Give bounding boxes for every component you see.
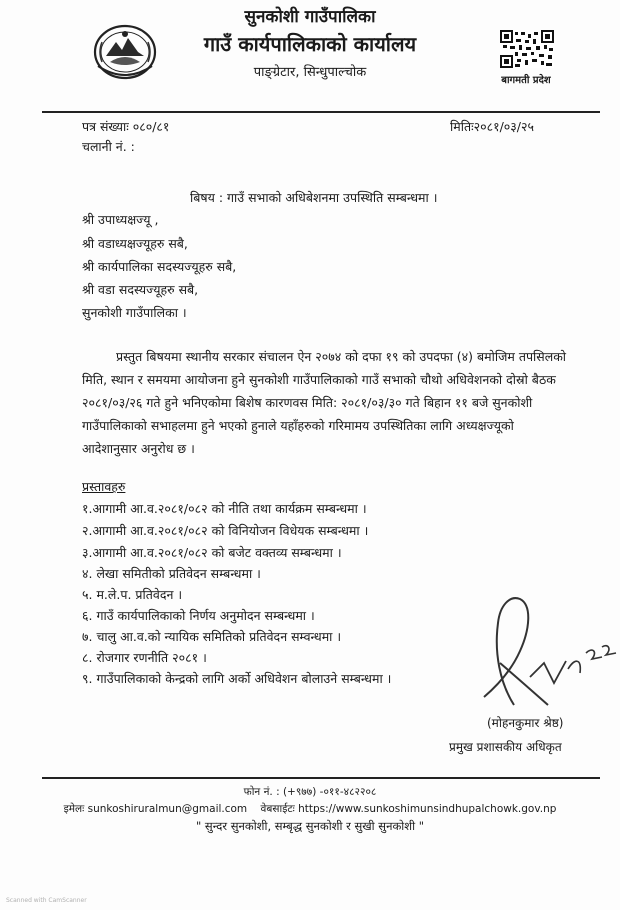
proposal-item: ६. गाउँ कार्यपालिकाको निर्णय अनुमोदन सम्बन्धमा ।	[82, 608, 315, 623]
body-line: गाउँपालिकाको सभाहलमा हुने भएको हुनाले यहाँहरुको गरिमामय उपस्थितिका लागि अध्यक्षज्यूको	[82, 418, 514, 433]
office-name: गाउँ कार्यपालिकाको कार्यालय	[203, 32, 417, 56]
addressee-line: सुनकोशी गाउँपालिका ।	[82, 305, 187, 320]
proposals-heading: प्रस्तावहरु	[82, 479, 126, 494]
proposal-item: १.आगामी आ.व.२०८१/०८२ को नीति तथा कार्यक्रम सम्बन्धमा ।	[82, 501, 367, 516]
handwritten-signature-icon	[470, 593, 620, 713]
scanner-watermark: Scanned with CamScanner	[6, 897, 87, 904]
municipality-name: सुनकोशी गाउँपालिका	[244, 7, 376, 27]
addressee-line: श्री वडाध्यक्षज्यूहरु सबै,	[82, 236, 188, 251]
letter-body	[82, 345, 606, 460]
letter-subject: बिषय : गाउँ सभाको अधिबेशनमा उपस्थिति सम्बन्धमा ।	[190, 190, 438, 205]
footer-slogan: " सुन्दर सुनकोशी, सम्बृद्ध सुनकोशी र सुखी सुनकोशी "	[195, 819, 425, 833]
signatory-title: प्रमुख प्रशासकीय अधिकृत	[449, 740, 562, 754]
header-divider	[42, 111, 600, 113]
province-label: बागमती प्रदेश	[501, 75, 551, 86]
addressee-line: श्री कार्यपालिका सदस्यज्यूहरु सबै,	[82, 259, 237, 274]
proposal-item: ९. गाउँपालिकाको केन्द्रको लागि अर्को अधिवेशन बोलाउने सम्बन्धमा ।	[82, 671, 392, 686]
footer-phone: फोन नं. : (+९७७) -०११-४८२२०८	[243, 786, 377, 798]
proposal-item: ७. चालु आ.व.को न्यायिक समितिको प्रतिवेदन सम्वन्धमा ।	[82, 629, 342, 644]
proposal-item: २.आगामी आ.व.२०८१/०८२ को विनियोजन विधेयक सम्बन्धमा ।	[82, 523, 369, 538]
office-location: पाङ्ग्रेटार, सिन्धुपाल्चोक	[253, 65, 367, 80]
body-line: प्रस्तुत बिषयमा स्थानीय सरकार संचालन ऐन २०७४ को दफा १९ को उपदफा (४) बमोजिम तपसिलको	[116, 349, 567, 364]
proposal-item: ५. म.ले.प. प्रतिवेदन ।	[82, 587, 183, 602]
proposal-item: ३.आगामी आ.व.२०८१/०८२ को बजेट वक्तव्य सम्बन्धमा ।	[82, 545, 342, 560]
letter-number: पत्र संख्याः ०८०/८१	[82, 119, 170, 134]
qr-code-icon	[500, 30, 554, 68]
footer-contact	[0, 802, 620, 816]
footer-email[interactable]: इमेलः sunkoshiruralmun@gmail.com	[63, 803, 248, 815]
nepal-government-emblem-icon	[92, 22, 158, 80]
footer-website[interactable]: वेबसाईटः https://www.sunkoshimunsindhupalchowk.gov.np	[260, 803, 557, 815]
signatory-name: (मोहनकुमार श्रेष्ठ)	[487, 716, 564, 730]
addressee-line: श्री उपाध्यक्षज्यू ,	[82, 212, 159, 227]
body-line: २०८१/०३/२६ गते हुने भनिएकोमा बिशेष कारणवस मिति: २०८१/०३/३० गते बिहान ११ बजे सुनकोशी	[82, 395, 533, 410]
letter-date: मितिः२०८१/०३/२५	[450, 119, 535, 134]
footer-divider	[42, 777, 600, 779]
body-line: आदेशानुसार अनुरोध छ ।	[82, 441, 195, 456]
addressee-line: श्री वडा सदस्यज्यूहरु सबै,	[82, 282, 199, 297]
proposal-item: ८. रोजगार रणनीति २०८१ ।	[82, 650, 207, 665]
body-line: मिति, स्थान र समयमा आयोजना हुने सुनकोशी गाउँपालिकाको गाउँ सभाको चौथो अधिवेशनको दोस्रो बैठक	[82, 372, 556, 387]
proposal-item: ४. लेखा समितीको प्रतिवेदन सम्बन्धमा ।	[82, 566, 261, 581]
dispatch-number: चलानी नं. :	[82, 139, 135, 154]
